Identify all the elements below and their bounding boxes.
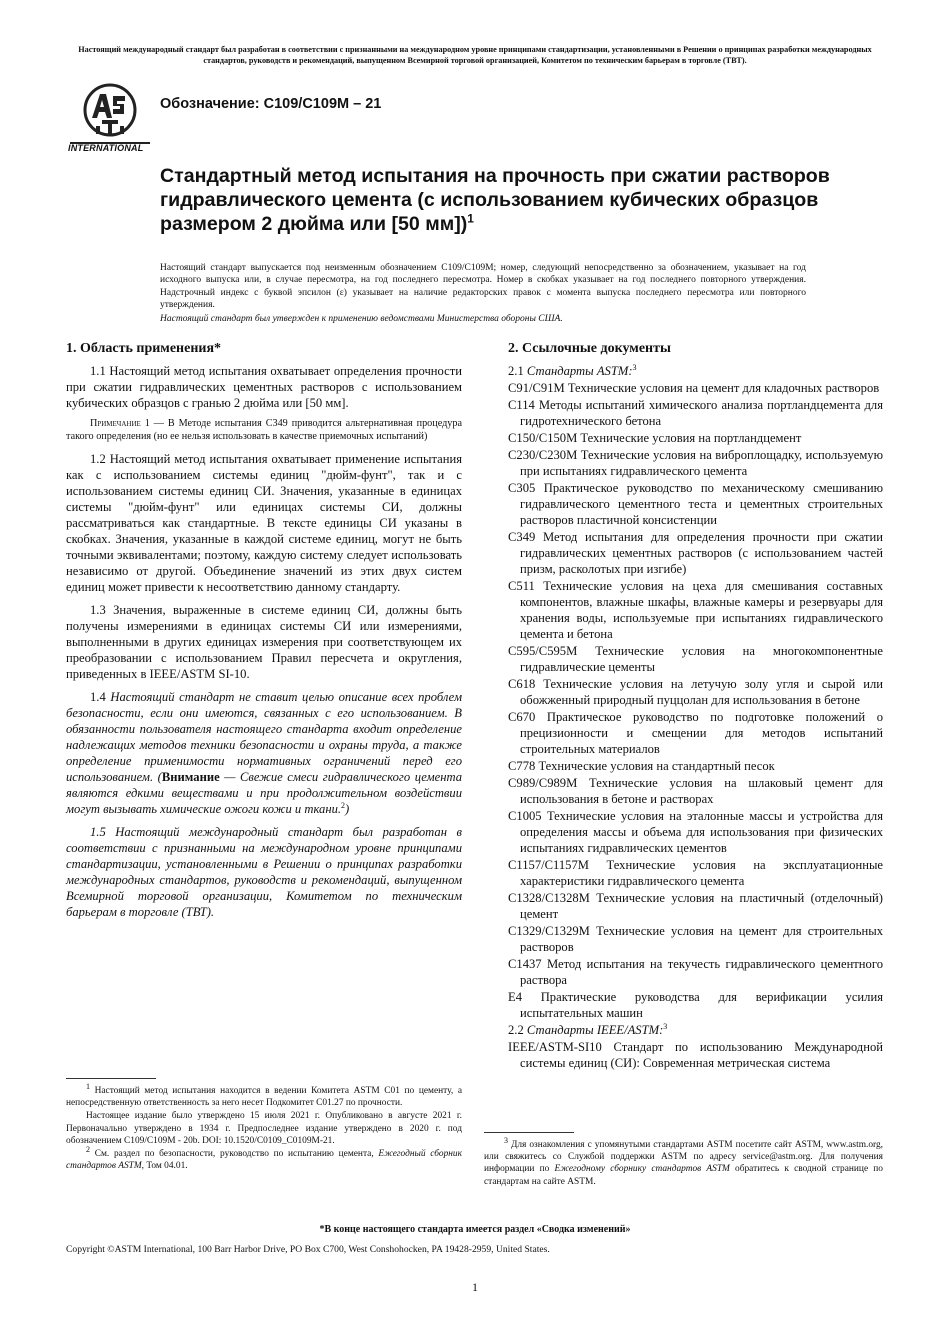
footnote-3-marker: 3 [504, 1135, 508, 1145]
reference-item: C595/C595M Технические условия на многокомпонентные гидравлические цементы [508, 644, 883, 674]
footnote-divider [66, 1078, 156, 1079]
reference-item: C1328/C1328M Технические условия на пластичный (отделочный) цемент [508, 891, 883, 921]
summary-of-changes-note: *В конце настоящего стандарта имеется раздел «Сводка изменений» [319, 1224, 631, 1235]
reference-item: C618 Технические условия на летучую золу угля и сырой или обожженный природный пуццолан для использования в бетоне [508, 677, 883, 707]
footnote-1-text: Настоящий метод испытания находится в ведении Комитета ASTM C01 по цементу, а непосредственную ответственность за него несет Подкомитет C01.27 по прочности. [66, 1086, 462, 1109]
section-1-heading: 1. Область применения* [66, 341, 222, 356]
para-1-4-close: ) [345, 802, 350, 817]
reference-item: C349 Метод испытания для определения прочности при сжатии гидравлических цементных растворов (с использованием частей призм, расколотых при изгибе) [508, 530, 883, 576]
reference-item: C1157/C1157M Технические условия на эксплуатационные характеристики гидравлического цемента [508, 858, 883, 888]
title-footnote-ref: 1 [467, 211, 474, 226]
page-number: 1 [472, 1280, 478, 1294]
footnote-1 [66, 1081, 462, 1109]
reference-item: C305 Практическое руководство по механическому смешиванию гидравлического цементного теста и цементных строительных растворов пластичной консистенции [508, 481, 883, 527]
footnotes-left [66, 1072, 462, 1173]
warning-text: — Свежие смеси гидравлического цемента являются едкими веществами и при продолжительном воздействии могут вызывать химические ожоги кожи и ткани. [66, 770, 463, 817]
reference-item: C1329/C1329M Технические условия на цемент для строительных растворов [508, 924, 883, 954]
astm-reference-list [508, 380, 883, 1021]
note-1 [66, 418, 462, 443]
footnote-ref-3: 3 [632, 362, 637, 372]
reference-item: C114 Методы испытаний химического анализа портландцемента для гидротехнического бетона [508, 398, 883, 428]
para-1-4 [66, 689, 462, 817]
para-1-4-text: Настоящий стандарт не ставит целью описание всех проблем безопасности, если они имеются, связанных с его использованием. В обязанности пользователя настоящего стандарта входит определение надлежащих методов техники безопасности и охраны труда, а также определение применимости нормативных ограничений перед его использованием. ( [66, 690, 462, 785]
right-column [508, 340, 883, 1072]
para-1-1: 1.1 Настоящий метод испытания охватывает определения прочности при сжатии гидравлических цементных растворов с использованием кубических образцов с гранью 2 дюйма или [50 мм]. [66, 364, 462, 410]
para-1-5: 1.5 Настоящий международный стандарт был разработан в соответствии с признанными на международном уровне принципами стандартизации, установленными в Решении о принципах разработки международных стандартов, руководств и рекомендаций, выпущенном Всемирной торговой организации, Комитетом по техническим барьерам в торговле (ТВТ). [66, 825, 462, 920]
reference-item: C989/C989M Технические условия на шлаковый цемент для использования в бетоне и растворах [508, 776, 883, 806]
section-2-heading: 2. Ссылочные документы [508, 341, 671, 356]
footnote-3-book: Ежегодному сборнику стандартов ASTM [554, 1164, 730, 1175]
reference-item: E4 Практические руководства для верификации усилия испытательных машин [508, 990, 883, 1020]
reference-item: C150/C150M Технические условия на портландцемент [508, 431, 802, 445]
footnote-2-book: Ежегодный сборник стандартов ASTM, [66, 1149, 462, 1172]
reference-item: C1005 Технические условия на эталонные массы и устройства для определения массы и объема для использования при физических испытаниях гидравлических цементов [508, 809, 883, 855]
page-title [160, 164, 860, 236]
note-label: Примечание 1 [90, 418, 150, 429]
footnote-ref-3b: 3 [663, 1021, 668, 1031]
copyright: Copyright ©ASTM International, 100 Barr Harbor Drive, PO Box C700, West Conshohocken, PA 19428-2959, United States. [66, 1244, 550, 1255]
left-column [66, 340, 462, 927]
footnote-3 [484, 1135, 883, 1188]
footnote-1-edition: Настоящее издание было утверждено 15 июля 2021 г. Опубликовано в августе 2021 г. Первоначально утверждено в 1934 г. Предпоследнее издание утверждено в 2020 г. под обозначением C109/C109M - 20b. DOI: 10.1520/C0109_C0109M-21. [66, 1111, 462, 1146]
footnote-2-volume: Том 04.01. [144, 1161, 188, 1172]
footnote-1-marker: 1 [86, 1081, 90, 1091]
reference-item: C511 Технические условия на цеха для смешивания составных компонентов, влажные шкафы, влажные камеры и резервуары для хранения воды, используемые при испытаниях гидравлического цемента и бетона [508, 579, 883, 641]
subsection-2-2-num: 2.2 [508, 1023, 527, 1037]
astm-logo [66, 82, 154, 154]
subsection-2-2-label: Стандарты IEEE/ASTM: [526, 1023, 664, 1037]
reference-item: C230/C230M Технические условия на виброплощадку, используемую при испытаниях гидравлического цемента [508, 448, 883, 478]
subsection-2-1 [508, 363, 883, 379]
intro-block [160, 262, 806, 327]
subsection-2-1-num: 2.1 [508, 364, 527, 378]
approval-note: Настоящий стандарт был утвержден к применению ведомствами Министерства обороны США. [160, 314, 563, 325]
issue-note: Настоящий стандарт выпускается под неизменным обозначением C109/C109M; номер, следующий непосредственно за обозначением, указывает на год исходного выпуска или, в случае пересмотра, на год последнего пересмотра. Номер в скобках указывает на год последнего повторного утверждения. Надстрочный индекс с буквой эпсилон (ε) указывает на наличие редакторских правок с момента выпуска последнего пересмотра или повторного утверждения. [160, 263, 806, 310]
para-1-2: 1.2 Настоящий метод испытания охватывает применение испытания как с использованием системы единиц "дюйм-фунт", так и с использованием системы единиц СИ. Значения, указанные в единицах системы "дюйм-фунт" или единицах системы СИ, должны рассматриваться как стандартные. В тексте единицы СИ указаны в скобках. Значения, указанные в каждой системе единиц, могут не быть точными эквивалентами; поэтому, каждую систему следует использовать независимо от другой. Объединение значений из этих двух систем единиц может привести к несоответствию данному стандарту. [66, 452, 462, 595]
top-notice: Настоящий международный стандарт был разработан в соответствии с признанными на международном уровне принципами стандартизации, установленными в Решении о принципах разработки международных стандартов, руководств и рекомендаций, выпущенном Всемирной торговой организацией, Комитетом по техническим барьерам в торговле (ТВТ). [78, 45, 872, 65]
para-1-4-num: 1.4 [90, 690, 111, 705]
title-text: Стандартный метод испытания на прочность при сжатии растворов гидравлического цемента (с использованием кубических образцов размером 2 дюйма или [50 мм]) [160, 165, 830, 235]
footnote-2 [66, 1144, 462, 1172]
footnote-divider [484, 1132, 574, 1133]
reference-item: C1437 Метод испытания на текучесть гидравлического цементного раствора [508, 957, 883, 987]
logo-text: INTERNATIONAL [68, 143, 144, 153]
note-text: — В Методе испытания C349 приводится альтернативная процедура такого определения (но ее нельзя использовать в качестве приемочных испытаний) [66, 418, 463, 442]
footnote-3-end: обратитесь к сводной странице по стандартам на сайте ASTM. [484, 1164, 883, 1187]
footnote-3-text: Для ознакомления с упомянутыми стандартами ASTM посетите сайт ASTM, www.astm.org, или свяжитесь со Службой поддержки ASTM по адресу service@astm.org. Для получения информации по [484, 1140, 883, 1175]
reference-item: C91/C91M Технические условия на цемент для кладочных растворов [508, 381, 880, 395]
reference-item: C778 Технические условия на стандартный песок [508, 759, 775, 773]
para-1-3: 1.3 Значения, выраженные в системе единиц СИ, должны быть получены измерениями в единицах системы СИ или измерениями, выполненными в других единицах измерения при соответствующем их преобразовании с использованием Правил пересчета и округления, приведенных в IEEE/ASTM SI-10. [66, 603, 462, 682]
footnote-2-marker: 2 [86, 1144, 90, 1154]
subsection-2-1-label: Стандарты ASTM: [526, 364, 633, 378]
footnote-ref-2: 2 [341, 801, 346, 810]
reference-item: IEEE/ASTM-SI10 Стандарт по использованию Международной системы единиц (СИ): Современная метрическая система [508, 1040, 883, 1070]
warning-label: Внимание [161, 770, 220, 785]
footnote-2-text: См. раздел по безопасности, руководство по испытанию цемента, [90, 1149, 379, 1160]
reference-item: C670 Практическое руководство по подготовке положений о прецизионности и смещении для методов испытаний строительных материалов [508, 710, 883, 756]
designation: Обозначение: C109/C109M – 21 [160, 96, 382, 112]
ieee-reference-list [508, 1039, 883, 1071]
subsection-2-2 [508, 1022, 883, 1038]
footnotes-right [484, 1126, 883, 1189]
